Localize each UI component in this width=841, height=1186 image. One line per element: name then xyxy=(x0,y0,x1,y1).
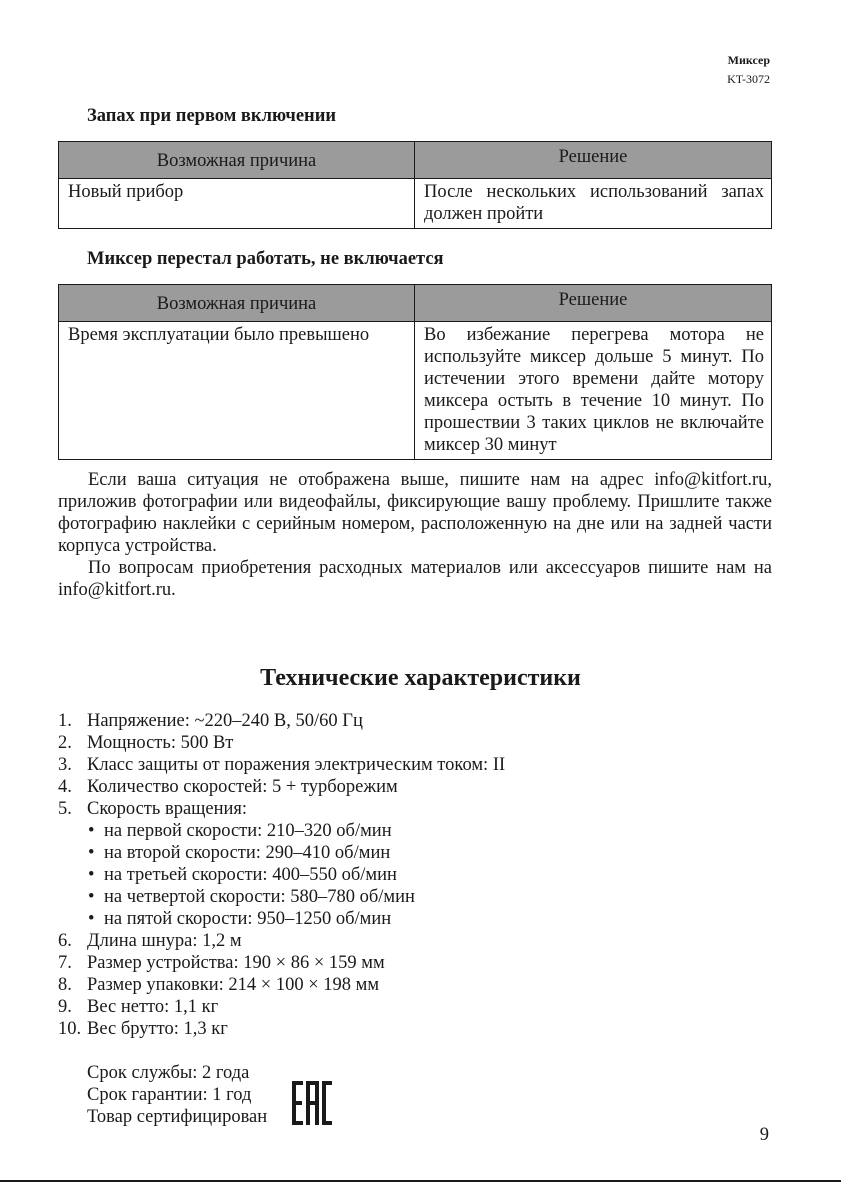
footer-info xyxy=(87,1062,267,1128)
list-item: 10. Вес брутто: 1,3 кг xyxy=(58,1019,228,1039)
section2-heading: Миксер перестал работать, не включается xyxy=(87,249,444,269)
list-item: 1. Напряжение: ~220–240 В, 50/60 Гц xyxy=(58,711,363,731)
speed-item: • на третьей скорости: 400–550 об/мин xyxy=(88,865,397,885)
list-item: 2. Мощность: 500 Вт xyxy=(58,733,234,753)
contact-paragraph xyxy=(58,469,772,557)
section1-table xyxy=(58,141,772,229)
service-life: Срок службы: 2 года xyxy=(87,1063,250,1083)
bullet-icon: • xyxy=(88,887,95,907)
accessories-paragraph xyxy=(58,557,772,601)
contact-paragraph-text: Если ваша ситуация не отображена выше, пишите нам на адрес info@kitfort.ru, приложив фотографии или видеофайлы, фиксирующие вашу проблему. Пришлите также фотографию наклейки с серийным номером, расположенную на дне или на задней части корпуса устройства. xyxy=(58,470,772,556)
cause-cell: Время эксплуатации было превышено xyxy=(59,322,415,460)
list-item: 3. Класс защиты от поражения электрическим током: II xyxy=(58,755,506,775)
page-bottom-rule xyxy=(0,1180,841,1182)
tech-specs-title: Технические характеристики xyxy=(260,665,581,691)
section1-heading: Запах при первом включении xyxy=(87,106,337,126)
solution-cell: После нескольких использований запах должен пройти xyxy=(415,179,772,229)
speed-item: • на первой скорости: 210–320 об/мин xyxy=(88,821,392,841)
list-item: 6. Длина шнура: 1,2 м xyxy=(58,931,242,951)
cause-cell: Новый прибор xyxy=(59,179,415,229)
header-product: Миксер xyxy=(727,53,770,67)
list-item: 7. Размер устройства: 190 × 86 × 159 мм xyxy=(58,953,385,973)
speed-item: • на второй скорости: 290–410 об/мин xyxy=(88,843,391,863)
bullet-icon: • xyxy=(88,821,95,841)
table-row xyxy=(59,179,772,229)
list-item: 5. Скорость вращения: xyxy=(58,799,248,819)
list-item: 8. Размер упаковки: 214 × 100 × 198 мм xyxy=(58,975,380,995)
bullet-icon: • xyxy=(88,865,95,885)
column-header-solution: Решение xyxy=(415,285,772,322)
table-header-row xyxy=(59,285,772,322)
solution-cell: Во избежание перегрева мотора не используйте миксер дольше 5 минут. По истечении этого времени дайте мотору миксера остыть в течение 10 минут. По прошествии 3 таких циклов не включайте миксер 30 минут xyxy=(415,322,772,460)
column-header-cause: Возможная причина xyxy=(59,142,415,179)
list-item: 4. Количество скоростей: 5 + турборежим xyxy=(58,777,398,797)
bullet-icon: • xyxy=(88,843,95,863)
speed-item: • на пятой скорости: 950–1250 об/мин xyxy=(88,909,392,929)
bullet-icon: • xyxy=(88,909,95,929)
certification-note: Товар сертифицирован xyxy=(87,1107,268,1127)
header-model: KT-3072 xyxy=(727,72,770,86)
warranty-period: Срок гарантии: 1 год xyxy=(87,1085,252,1105)
accessories-paragraph-text: По вопросам приобретения расходных материалов или аксессуаров пишите нам на info@kitfort.ru. xyxy=(58,558,772,600)
speed-item: • на четвертой скорости: 580–780 об/мин xyxy=(88,887,415,907)
list-item: 9. Вес нетто: 1,1 кг xyxy=(58,997,219,1017)
tech-specs-list xyxy=(58,710,658,1040)
column-header-solution: Решение xyxy=(415,142,772,179)
page-number: 9 xyxy=(759,1125,769,1145)
section2-table xyxy=(58,284,772,460)
table-header-row xyxy=(59,142,772,179)
table-row xyxy=(59,322,772,460)
column-header-cause: Возможная причина xyxy=(59,285,415,322)
eac-certification-icon xyxy=(292,1081,332,1125)
